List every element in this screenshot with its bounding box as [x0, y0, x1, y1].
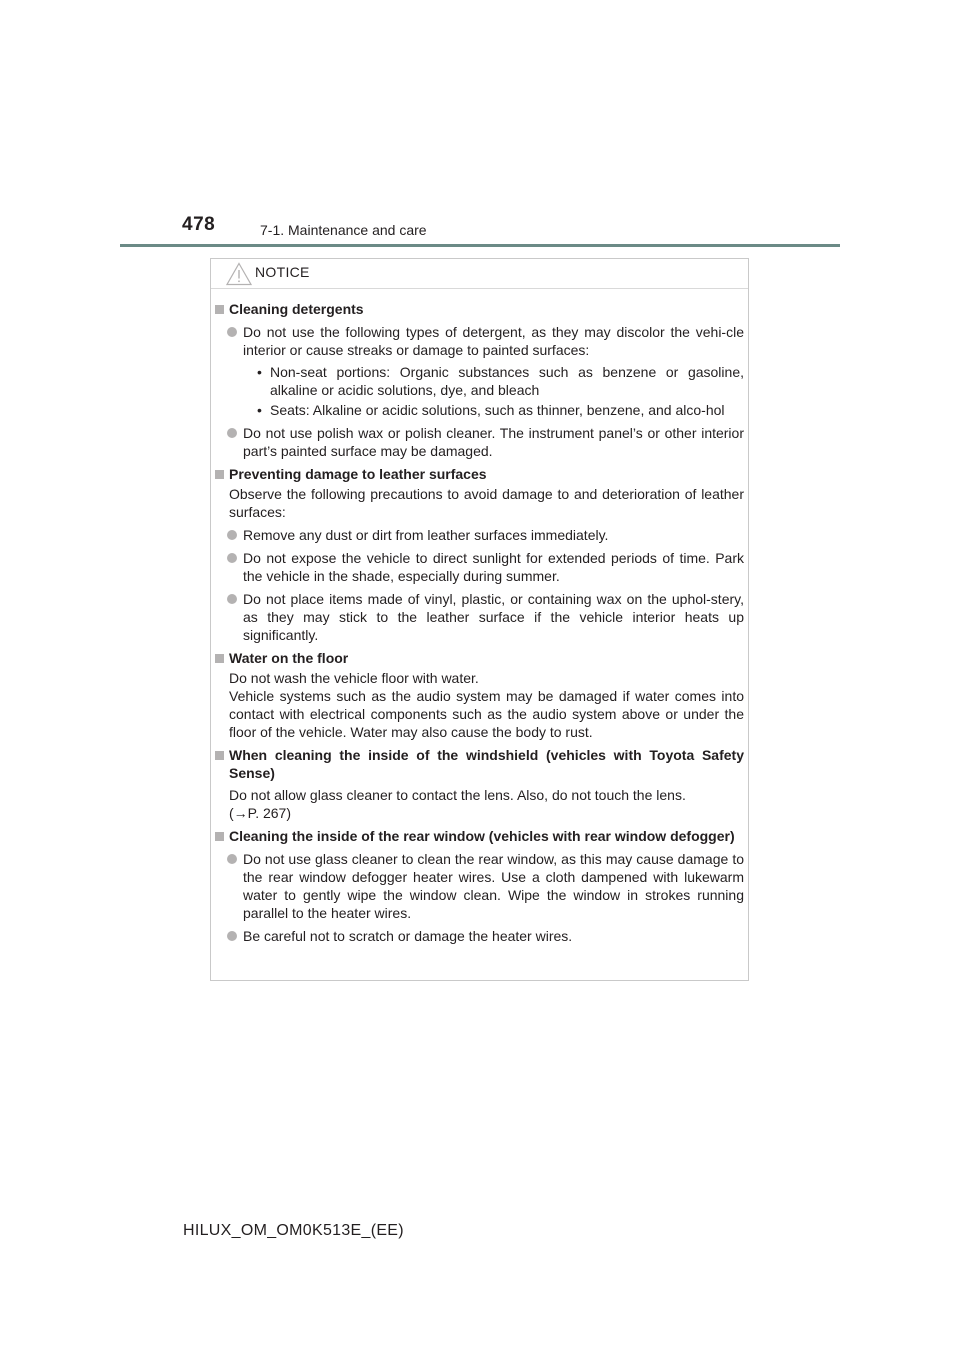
- bullet-text: Do not expose the vehicle to direct sunlight for extended periods of time. Park the vehicle in the shade, especially during summer.: [243, 550, 744, 584]
- bullet-dot: [227, 530, 237, 540]
- bullet-text: Do not place items made of vinyl, plastic, or containing wax on the uphol-stery, as they may stick to the leather surface if the vehicle interior heats up significantly.: [243, 591, 744, 643]
- square-marker: [215, 654, 224, 663]
- bullet-text: Do not use glass cleaner to clean the rear window, as this may cause damage to the rear window defogger heater wires. Use a cloth dampened with lukewarm water to gently wipe the window clean. Wipe the window in strokes running parallel to the heater wires.: [243, 851, 744, 921]
- page-number: 478: [182, 214, 216, 235]
- bullet-item: [215, 927, 744, 945]
- section-leather-surfaces: [215, 465, 744, 644]
- bullet-item: [215, 850, 744, 922]
- section-title-leather-surfaces: Preventing damage to leather surfaces: [229, 466, 487, 482]
- section-cleaning-detergents: [215, 300, 744, 460]
- section-title-cleaning-detergents: Cleaning detergents: [229, 301, 364, 317]
- section-paragraph-line: Vehicle systems such as the audio system may be damaged if water comes into contact with electrical components such as the audio system above or under the floor of the vehicle. Water may also cause the body to rust.: [229, 688, 744, 740]
- bullet-item: [215, 590, 744, 644]
- sub-item-text: Seats: Alkaline or acidic solutions, such as thinner, benzene, and alco-hol: [270, 402, 725, 418]
- bullet-text: Be careful not to scratch or damage the heater wires.: [243, 928, 573, 944]
- page-reference: (→P. 267): [229, 805, 291, 821]
- section-paragraph: Observe the following precautions to avoid damage to and deterioration of leather surfaces:: [229, 486, 744, 520]
- sub-bullet-marker: •: [257, 402, 262, 418]
- section-rear-window: [215, 827, 744, 945]
- bullet-dot: [227, 327, 237, 337]
- bullet-item: [215, 424, 744, 460]
- section-paragraph: Do not allow glass cleaner to contact the lens. Also, do not touch the lens.: [229, 787, 686, 803]
- header-rule: [120, 244, 840, 247]
- section-title-water-on-floor: Water on the floor: [229, 650, 349, 666]
- sub-item-text: Non-seat portions: Organic substances such as benzene or gasoline, alkaline or acidic solutions, dye, and bleach: [270, 364, 744, 398]
- sub-item: [243, 363, 744, 399]
- bullet-dot: [227, 854, 237, 864]
- notice-header: [211, 259, 748, 289]
- bullet-item: [215, 549, 744, 585]
- bullet-dot: [227, 931, 237, 941]
- section-title: 7-1. Maintenance and care: [260, 222, 427, 238]
- bullet-item: [215, 526, 744, 544]
- sub-item: [243, 401, 744, 419]
- section-title-windshield: When cleaning the inside of the windshield (vehicles with Toyota Safety Sense): [229, 747, 744, 781]
- square-marker: [215, 305, 224, 314]
- bullet-text: Remove any dust or dirt from leather surfaces immediately.: [243, 527, 609, 543]
- section-windshield: [215, 746, 744, 822]
- section-title-rear-window: Cleaning the inside of the rear window (vehicles with rear window defogger): [229, 828, 735, 844]
- bullet-dot: [227, 553, 237, 563]
- square-marker: [215, 751, 224, 760]
- bullet-dot: [227, 594, 237, 604]
- notice-label: NOTICE: [255, 264, 310, 280]
- bullet-item: [215, 323, 744, 419]
- section-paragraph-line: Do not wash the vehicle floor with water.: [229, 670, 479, 686]
- notice-box: [210, 258, 749, 981]
- bullet-dot: [227, 428, 237, 438]
- sub-bullet-marker: •: [257, 364, 262, 380]
- square-marker: [215, 832, 224, 841]
- bullet-text: Do not use the following types of detergent, as they may discolor the vehi-cle interior or cause streaks or damage to painted surfaces:: [243, 324, 744, 358]
- section-water-on-floor: [215, 649, 744, 741]
- notice-content: [215, 300, 744, 945]
- bullet-text: Do not use polish wax or polish cleaner. The instrument panel’s or other interior part’s painted surface may be damaged.: [243, 425, 744, 459]
- warning-triangle-icon: [226, 262, 252, 286]
- square-marker: [215, 470, 224, 479]
- footer-document-id: HILUX_OM_OM0K513E_(EE): [183, 1222, 404, 1239]
